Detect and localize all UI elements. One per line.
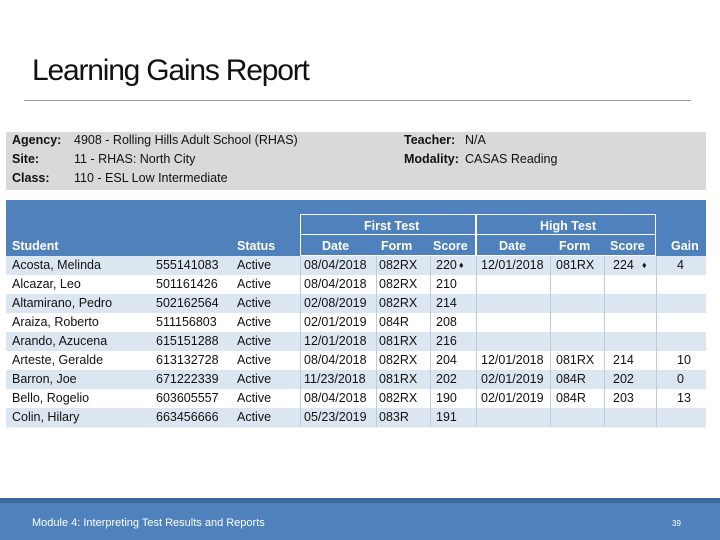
column-divider bbox=[376, 313, 377, 332]
first-test-form: 083R bbox=[379, 410, 409, 424]
column-divider bbox=[476, 389, 477, 408]
column-divider bbox=[300, 332, 301, 351]
group-divider bbox=[300, 234, 656, 235]
first-test-date: 05/23/2019 bbox=[304, 410, 367, 424]
student-id: 603605557 bbox=[156, 391, 219, 405]
col-student: Student bbox=[12, 239, 59, 253]
agency-value: 4908 - Rolling Hills Adult School (RHAS) bbox=[74, 133, 298, 147]
column-divider bbox=[550, 408, 551, 427]
first-test-score: 208 bbox=[436, 315, 457, 329]
footer-stripe bbox=[0, 498, 720, 503]
student-name: Acosta, Melinda bbox=[12, 258, 101, 272]
column-divider bbox=[476, 294, 477, 313]
footer-module-text: Module 4: Interpreting Test Results and Reports bbox=[32, 517, 265, 529]
first-test-date: 11/23/2018 bbox=[304, 372, 366, 386]
column-divider bbox=[656, 389, 657, 408]
col-status: Status bbox=[237, 239, 276, 253]
gain-value: 0 bbox=[677, 372, 684, 386]
teacher-value: N/A bbox=[465, 133, 486, 147]
high-test-form: 081RX bbox=[556, 353, 595, 367]
high-test-date: 12/01/2018 bbox=[481, 353, 544, 367]
column-divider bbox=[656, 351, 657, 370]
column-divider bbox=[300, 389, 301, 408]
column-divider bbox=[656, 408, 657, 427]
high-test-score: 203 bbox=[613, 391, 634, 405]
column-divider bbox=[430, 275, 431, 294]
table-row bbox=[6, 351, 706, 370]
agency-label: Agency: bbox=[12, 133, 62, 147]
column-divider bbox=[430, 332, 431, 351]
column-divider bbox=[376, 389, 377, 408]
column-divider bbox=[604, 332, 605, 351]
first-test-date: 12/01/2018 bbox=[304, 334, 367, 348]
student-status: Active bbox=[237, 334, 272, 348]
first-test-score: 214 bbox=[436, 296, 457, 310]
gain-value: 13 bbox=[677, 391, 691, 405]
first-test-date: 02/08/2019 bbox=[304, 296, 367, 310]
student-id: 615151288 bbox=[156, 334, 219, 348]
learning-gains-table bbox=[6, 200, 706, 428]
first-test-form: 082RX bbox=[379, 258, 418, 272]
first-test-form: 084R bbox=[379, 315, 409, 329]
site-label: Site: bbox=[12, 152, 40, 166]
column-divider bbox=[550, 389, 551, 408]
title-divider bbox=[24, 100, 691, 101]
student-name: Bello, Rogelio bbox=[12, 391, 90, 405]
student-name: Araiza, Roberto bbox=[12, 315, 99, 329]
first-test-date: 02/01/2019 bbox=[304, 315, 367, 329]
table-row bbox=[6, 332, 706, 351]
student-name: Arteste, Geralde bbox=[12, 353, 104, 367]
table-row bbox=[6, 256, 706, 275]
column-divider bbox=[430, 408, 431, 427]
column-divider bbox=[300, 275, 301, 294]
column-divider bbox=[550, 313, 551, 332]
col-high-score: Score bbox=[610, 239, 645, 253]
first-test-marker: ♦ bbox=[459, 260, 464, 270]
high-test-marker: ♦ bbox=[642, 260, 647, 270]
column-divider bbox=[300, 313, 301, 332]
column-divider bbox=[604, 294, 605, 313]
column-divider bbox=[300, 294, 301, 313]
first-test-heading: First Test bbox=[364, 219, 420, 233]
high-test-date: 12/01/2018 bbox=[481, 258, 544, 272]
column-divider bbox=[476, 370, 477, 389]
student-status: Active bbox=[237, 315, 272, 329]
column-divider bbox=[550, 275, 551, 294]
column-divider bbox=[550, 294, 551, 313]
high-test-score: 224 bbox=[613, 258, 634, 272]
student-name: Barron, Joe bbox=[12, 372, 77, 386]
column-divider bbox=[604, 275, 605, 294]
table-row bbox=[6, 389, 706, 408]
student-id: 511156803 bbox=[156, 315, 217, 329]
class-value: 110 - ESL Low Intermediate bbox=[74, 171, 228, 185]
first-test-form: 081RX bbox=[379, 334, 418, 348]
first-test-date: 08/04/2018 bbox=[304, 353, 367, 367]
first-test-form: 082RX bbox=[379, 353, 418, 367]
column-divider bbox=[430, 313, 431, 332]
table-row bbox=[6, 313, 706, 332]
column-divider bbox=[656, 294, 657, 313]
first-test-score: 216 bbox=[436, 334, 457, 348]
column-divider bbox=[376, 256, 377, 275]
column-divider bbox=[430, 294, 431, 313]
column-divider bbox=[550, 351, 551, 370]
column-divider bbox=[376, 370, 377, 389]
high-test-score: 202 bbox=[613, 372, 634, 386]
first-test-score: 220 bbox=[436, 258, 457, 272]
first-test-date: 08/04/2018 bbox=[304, 258, 367, 272]
column-divider bbox=[300, 408, 301, 427]
class-label: Class: bbox=[12, 171, 50, 185]
table-row bbox=[6, 408, 706, 427]
column-divider bbox=[476, 332, 477, 351]
student-id: 501161426 bbox=[156, 277, 218, 291]
first-test-score: 202 bbox=[436, 372, 457, 386]
high-test-form: 081RX bbox=[556, 258, 595, 272]
column-divider bbox=[376, 408, 377, 427]
column-divider bbox=[604, 313, 605, 332]
site-value: 11 - RHAS: North City bbox=[74, 152, 196, 166]
modality-label: Modality: bbox=[404, 152, 459, 166]
student-id: 613132728 bbox=[156, 353, 219, 367]
column-divider bbox=[476, 313, 477, 332]
table-row bbox=[6, 294, 706, 313]
column-divider bbox=[430, 351, 431, 370]
first-test-date: 08/04/2018 bbox=[304, 277, 367, 291]
column-divider bbox=[430, 370, 431, 389]
report-info-panel bbox=[6, 132, 706, 190]
column-divider bbox=[430, 256, 431, 275]
high-test-form: 084R bbox=[556, 372, 586, 386]
high-test-heading: High Test bbox=[540, 219, 597, 233]
column-divider bbox=[604, 256, 605, 275]
first-test-form: 082RX bbox=[379, 391, 418, 405]
student-status: Active bbox=[237, 277, 272, 291]
col-first-date: Date bbox=[322, 239, 350, 253]
report-title: Learning Gains Report bbox=[32, 54, 309, 87]
table-row bbox=[6, 275, 706, 294]
column-divider bbox=[476, 351, 477, 370]
col-high-date: Date bbox=[499, 239, 527, 253]
column-divider bbox=[550, 370, 551, 389]
high-test-date: 02/01/2019 bbox=[481, 391, 544, 405]
high-test-date: 02/01/2019 bbox=[481, 372, 544, 386]
column-divider bbox=[604, 408, 605, 427]
student-status: Active bbox=[237, 353, 272, 367]
gain-value: 4 bbox=[677, 258, 684, 272]
first-test-score: 204 bbox=[436, 353, 457, 367]
column-divider bbox=[300, 370, 301, 389]
student-name: Alcazar, Leo bbox=[12, 277, 81, 291]
student-name: Colin, Hilary bbox=[12, 410, 80, 424]
column-divider bbox=[604, 351, 605, 370]
column-divider bbox=[656, 313, 657, 332]
first-test-score: 190 bbox=[436, 391, 457, 405]
table-header bbox=[6, 200, 706, 256]
column-divider bbox=[550, 332, 551, 351]
student-name: Altamirano, Pedro bbox=[12, 296, 113, 310]
table-row bbox=[6, 370, 706, 389]
column-divider bbox=[300, 351, 301, 370]
column-divider bbox=[550, 256, 551, 275]
column-divider bbox=[604, 389, 605, 408]
student-status: Active bbox=[237, 410, 272, 424]
column-divider bbox=[656, 256, 657, 275]
first-test-date: 08/04/2018 bbox=[304, 391, 367, 405]
column-divider bbox=[430, 389, 431, 408]
column-divider bbox=[376, 351, 377, 370]
first-test-score: 191 bbox=[436, 410, 457, 424]
col-gain: Gain bbox=[671, 239, 699, 253]
student-name: Arando, Azucena bbox=[12, 334, 108, 348]
student-status: Active bbox=[237, 391, 272, 405]
column-divider bbox=[376, 294, 377, 313]
column-divider bbox=[476, 256, 477, 275]
column-divider bbox=[476, 408, 477, 427]
page-number: 39 bbox=[672, 519, 681, 528]
column-divider bbox=[376, 332, 377, 351]
student-id: 671222339 bbox=[156, 372, 219, 386]
first-test-form: 081RX bbox=[379, 372, 418, 386]
col-high-form: Form bbox=[559, 239, 591, 253]
column-divider bbox=[604, 370, 605, 389]
first-test-score: 210 bbox=[436, 277, 457, 291]
student-status: Active bbox=[237, 258, 272, 272]
high-test-score: 214 bbox=[613, 353, 634, 367]
gain-value: 10 bbox=[677, 353, 691, 367]
modality-value: CASAS Reading bbox=[465, 152, 558, 166]
column-divider bbox=[300, 256, 301, 275]
column-divider bbox=[476, 275, 477, 294]
first-test-form: 082RX bbox=[379, 296, 418, 310]
teacher-label: Teacher: bbox=[404, 133, 456, 147]
column-divider bbox=[656, 332, 657, 351]
col-first-form: Form bbox=[381, 239, 413, 253]
col-first-score: Score bbox=[433, 239, 468, 253]
student-status: Active bbox=[237, 372, 272, 386]
column-divider bbox=[376, 275, 377, 294]
student-id: 555141083 bbox=[156, 258, 219, 272]
student-status: Active bbox=[237, 296, 272, 310]
column-divider bbox=[656, 370, 657, 389]
column-divider bbox=[656, 275, 657, 294]
high-test-form: 084R bbox=[556, 391, 586, 405]
first-test-form: 082RX bbox=[379, 277, 418, 291]
student-id: 502162564 bbox=[156, 296, 219, 310]
student-id: 663456666 bbox=[156, 410, 219, 424]
